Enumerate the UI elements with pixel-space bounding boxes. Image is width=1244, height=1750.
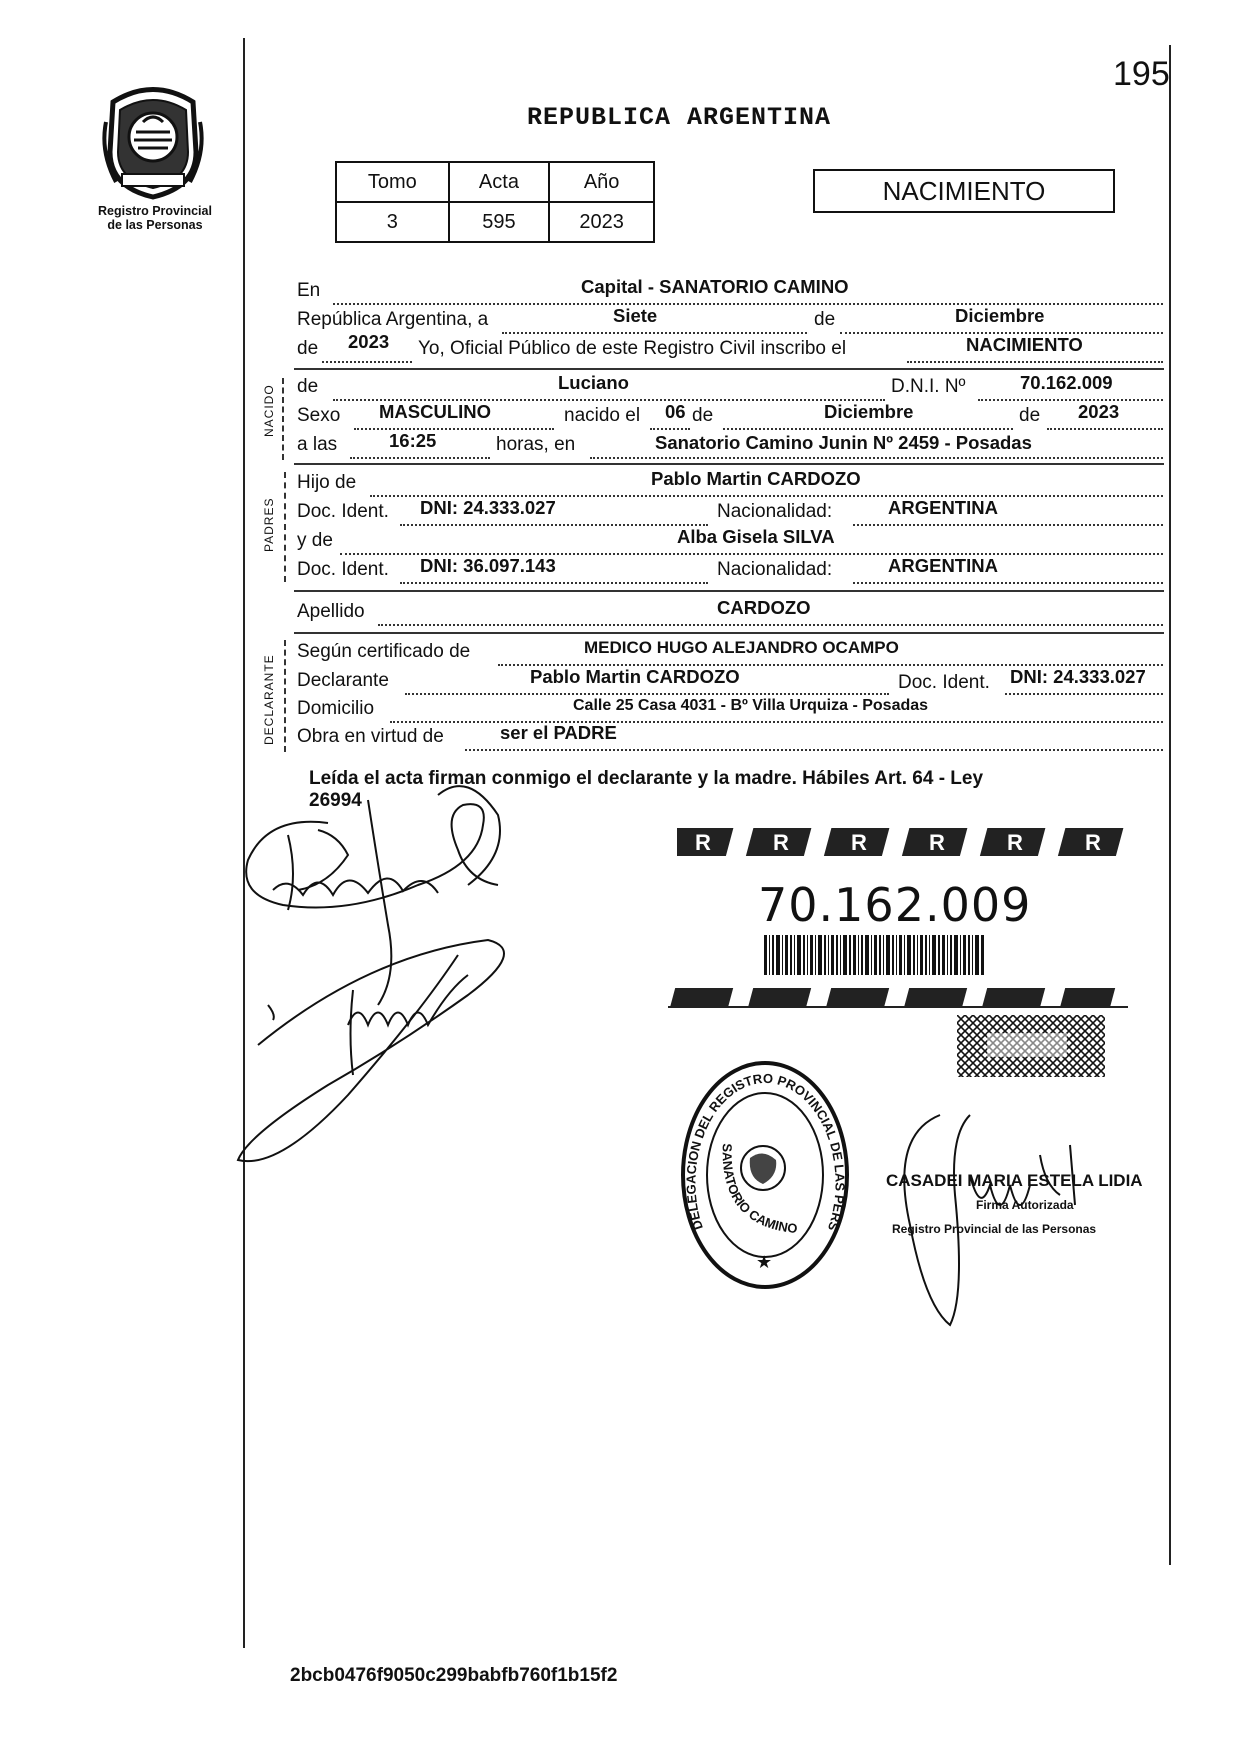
record-number-table (335, 161, 655, 243)
declarant-name-value: Pablo Martin CARDOZO (530, 666, 740, 687)
dni-label: D.N.I. Nº (891, 376, 966, 397)
section-rule (294, 632, 1164, 634)
doc2-label: Doc. Ident. (297, 559, 389, 580)
province-seal-logo (98, 82, 208, 200)
registry-label: Registro Provincial de las Personas (98, 204, 212, 232)
hologram-patch (957, 1015, 1105, 1077)
dotted-line (590, 457, 1163, 459)
domicilio-label: Domicilio (297, 698, 375, 719)
record-type-box: NACIMIENTO (813, 169, 1115, 213)
dotted-line (1047, 428, 1163, 430)
table-header-row (336, 162, 654, 202)
certificado-label: Según certificado de (297, 641, 471, 662)
hijo-label: Hijo de (297, 472, 357, 493)
month-word-value: Diciembre (955, 305, 1045, 326)
r-mark: R (695, 830, 711, 855)
de3-label: de (692, 405, 714, 426)
address-value: Calle 25 Casa 4031 - Bº Villa Urquiza - Posadas (573, 697, 929, 714)
declarante-label: Declarante (297, 670, 389, 691)
apellido-label: Apellido (297, 601, 365, 622)
dotted-line (978, 399, 1163, 401)
r-mark: R (1085, 830, 1101, 855)
section-divider (284, 472, 288, 582)
dotted-line (400, 582, 708, 584)
doc3-label: Doc. Ident. (898, 672, 990, 693)
republica-label: República Argentina, a (297, 309, 489, 330)
section-rule (294, 590, 1164, 592)
right-margin-line (1169, 45, 1171, 1565)
certificate-value: MEDICO HUGO ALEJANDRO OCAMPO (584, 638, 899, 657)
place-value: Capital - SANATORIO CAMINO (581, 276, 849, 297)
dotted-line (400, 524, 708, 526)
table-header-cell: Tomo (336, 162, 449, 202)
table-cell: 2023 (549, 202, 654, 242)
dotted-line (465, 749, 1163, 751)
svg-text:★: ★ (756, 1252, 773, 1273)
section-divider (282, 378, 286, 460)
mother-name-value: Alba Gisela SILVA (677, 526, 835, 547)
father-dni-value: DNI: 24.333.027 (420, 497, 556, 518)
dotted-line (723, 428, 1013, 430)
mother-nationality-value: ARGENTINA (888, 555, 998, 576)
table-cell: 595 (449, 202, 550, 242)
alas-label: a las (297, 434, 338, 455)
oficial-text: Yo, Oficial Público de este Registro Civil inscribo el (418, 338, 847, 359)
official-office: Registro Provincial de las Personas (892, 1222, 1097, 1236)
section-rule (294, 368, 1164, 370)
surname-value: CARDOZO (717, 597, 811, 618)
yde-label: y de (297, 530, 333, 551)
birth-place-value: Sanatorio Camino Junin Nº 2459 - Posadas (655, 432, 1032, 453)
signatures-left (228, 775, 568, 1175)
stamp-ring-text: DELEGACION DEL REGISTRO PROVINCIAL DE LAS PERS (683, 1070, 848, 1233)
mother-dni-value: DNI: 36.097.143 (420, 555, 556, 576)
closing-statement: Leída el acta firman conmigo el declarante y la madre. Hábiles Art. 64 - Ley 26994 (309, 768, 984, 811)
section-rule (294, 463, 1164, 465)
dotted-line (378, 624, 1163, 626)
sexo-label: Sexo (297, 405, 341, 426)
r-mark: R (851, 830, 867, 855)
nacido-label: nacido el (564, 405, 641, 426)
security-dni-number: 70.162.009 (758, 878, 1032, 932)
side-label-declarante: DECLARANTE (262, 654, 276, 745)
table-cell: 3 (336, 202, 449, 242)
document-hash: 2bcb0476f9050c299babfb760f1b15f2 (290, 1665, 618, 1686)
nacionalidad2-label: Nacionalidad: (717, 559, 833, 580)
stamp-inner-text: SANATORIO CAMINO (719, 1143, 799, 1237)
security-strip-bottom (668, 985, 1128, 1009)
father-nationality-value: ARGENTINA (888, 497, 998, 518)
de4-label: de (1019, 405, 1041, 426)
side-label-padres: PADRES (262, 497, 276, 552)
birth-month-value: Diciembre (824, 401, 914, 422)
dotted-line (853, 524, 1163, 526)
doc-label: Doc. Ident. (297, 501, 389, 522)
en-label: En (297, 280, 321, 301)
side-label-nacido: NACIDO (262, 384, 276, 437)
birth-year-value: 2023 (1078, 401, 1120, 422)
country-title: REPUBLICA ARGENTINA (527, 103, 832, 132)
inscribe-value: NACIMIENTO (966, 334, 1083, 355)
official-name: CASADEI MARIA ESTELA LIDIA (886, 1171, 1143, 1190)
r-mark: R (1007, 830, 1023, 855)
official-oval-stamp (678, 1058, 853, 1293)
dotted-line (322, 361, 412, 363)
security-strip-top (677, 822, 1127, 862)
de-label: de (814, 309, 836, 330)
capacity-value: ser el PADRE (500, 722, 617, 743)
dotted-line (907, 361, 1163, 363)
table-header-cell: Año (549, 162, 654, 202)
child-dni-value: 70.162.009 (1020, 372, 1113, 393)
section-divider (284, 640, 288, 752)
page-number: 195 (1113, 55, 1170, 93)
declarant-dni-value: DNI: 24.333.027 (1010, 666, 1146, 687)
table-row (336, 202, 654, 242)
horas-label: horas, en (496, 434, 576, 455)
dotted-line (650, 428, 690, 430)
sex-value: MASCULINO (379, 401, 492, 422)
year-value: 2023 (348, 331, 390, 352)
dotted-line (354, 428, 554, 430)
barcode (764, 935, 986, 975)
child-name-value: Luciano (558, 372, 629, 393)
father-name-value: Pablo Martin CARDOZO (651, 468, 861, 489)
birth-time-value: 16:25 (389, 430, 437, 451)
name-de-label: de (297, 376, 319, 397)
table-header-cell: Acta (449, 162, 550, 202)
dotted-line (350, 457, 490, 459)
official-role: Firma Autorizada (976, 1198, 1074, 1212)
nacionalidad-label: Nacionalidad: (717, 501, 833, 522)
r-mark: R (929, 830, 945, 855)
dotted-line (1005, 693, 1163, 695)
day-word-value: Siete (613, 305, 658, 326)
de2-label: de (297, 338, 319, 359)
dotted-line (853, 582, 1163, 584)
r-mark: R (773, 830, 789, 855)
obra-label: Obra en virtud de (297, 726, 444, 747)
birth-day-value: 06 (665, 401, 686, 422)
dotted-line (502, 332, 807, 334)
dotted-line (405, 693, 889, 695)
